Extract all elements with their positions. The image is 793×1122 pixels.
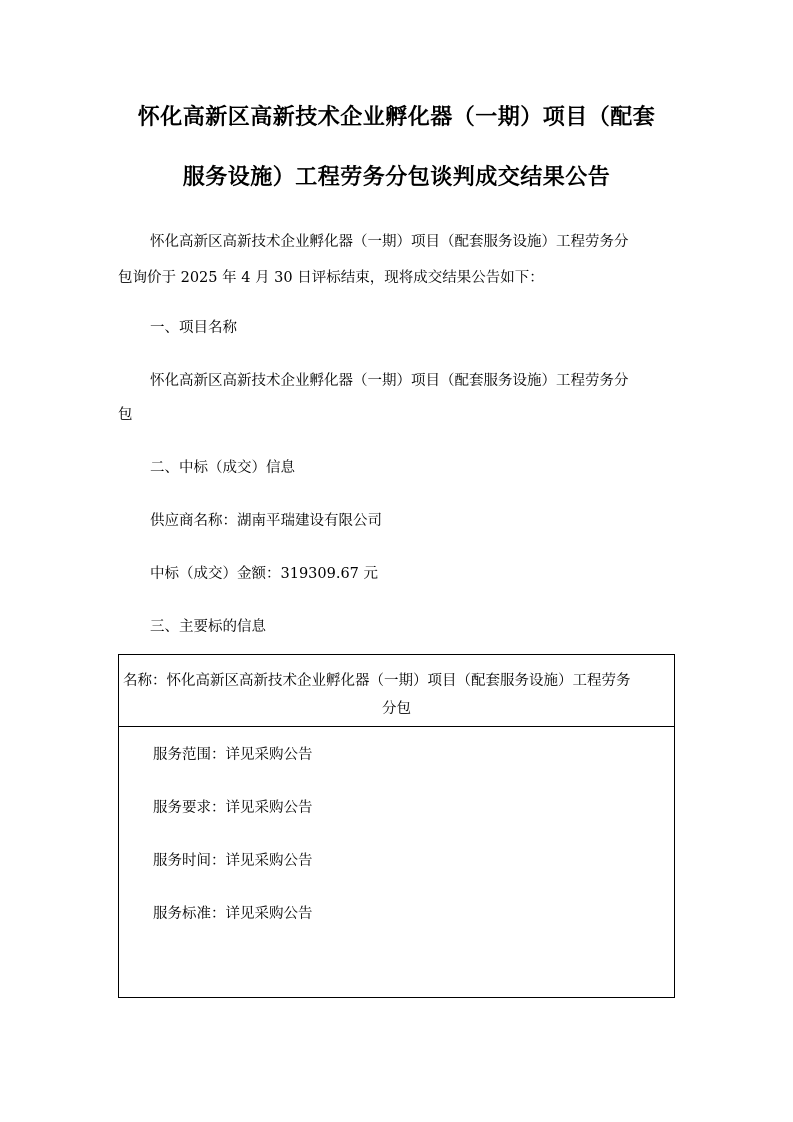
table-name-line-1: 名称：怀化高新区高新技术企业孵化器（一期）项目（配套服务设施）工程劳务: [123, 673, 631, 689]
intro-line-1: 怀化高新区高新技术企业孵化器（一期）项目（配套服务设施）工程劳务分: [150, 234, 629, 250]
supplier-name: 供应商名称：湖南平瑞建设有限公司: [150, 513, 382, 529]
project-name-line-2: 包: [118, 407, 133, 423]
award-amount: 中标（成交）金额：319309.67 元: [150, 566, 379, 582]
title-line-2: 服务设施）工程劳务分包谈判成交结果公告: [182, 165, 611, 190]
table-name-line-2: 分包: [382, 701, 411, 717]
table-row-service-standard: 服务标准：详见采购公告: [153, 906, 313, 922]
project-name-line-1: 怀化高新区高新技术企业孵化器（一期）项目（配套服务设施）工程劳务分: [150, 373, 629, 389]
section-heading-award-info: 二、中标（成交）信息: [150, 460, 295, 476]
section-heading-subject-info: 三、主要标的信息: [150, 619, 266, 635]
section-heading-project-name: 一、项目名称: [150, 320, 237, 336]
table-row-service-requirements: 服务要求：详见采购公告: [153, 800, 313, 816]
intro-line-2: 包询价于 2025 年 4 月 30 日评标结束，现将成交结果公告如下：: [118, 270, 544, 286]
subject-info-table: [118, 654, 675, 998]
title-line-1: 怀化高新区高新技术企业孵化器（一期）项目（配套: [137, 105, 656, 130]
table-header-cell: [119, 655, 674, 727]
table-row-service-scope: 服务范围：详见采购公告: [153, 747, 313, 763]
table-row-service-time: 服务时间：详见采购公告: [153, 853, 313, 869]
